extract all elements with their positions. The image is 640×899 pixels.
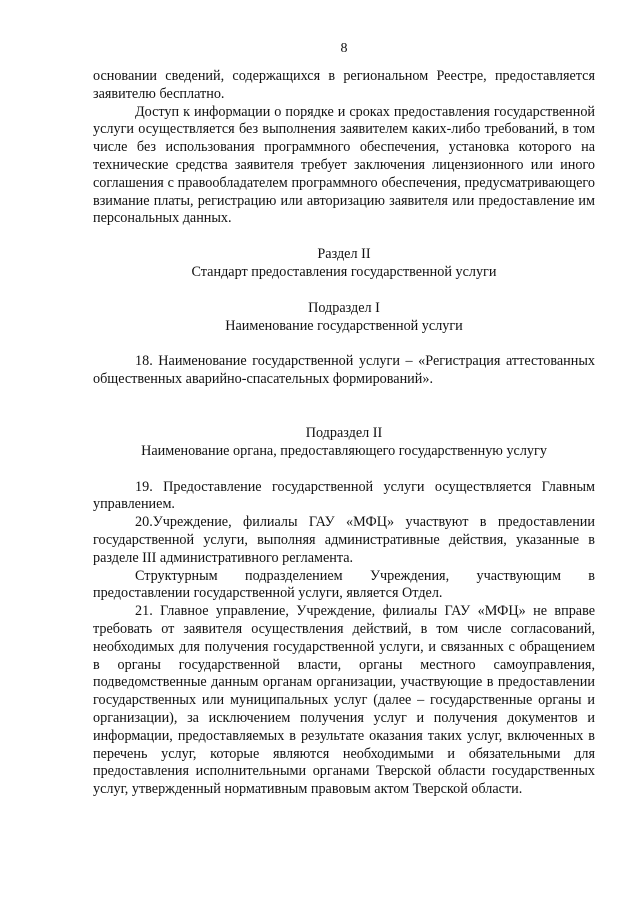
paragraph-21: 21. Главное управление, Учреждение, филиалы ГАУ «МФЦ» не вправе требовать от заявителя осуществления действий, в том числе согласований, необходимых для получения государственной услуги, и связанных с обращением в органы государственной власти, органы местного самоуправления, подведомственные данным органам организации, участвующие в предоставлении государственных или муниципальных услуг (далее – государственные органы и организации), за исключением получения услуг и получения документов и информации, предоставляемых в результате оказания таких услуг, включенных в перечень услуг, которые являются необходимыми и обязательными для предоставления исполнительными органами Тверской области государственных услуг, утвержденный нормативным правовым актом Тверской области. xyxy=(93,603,595,798)
section-label: Раздел II xyxy=(317,246,371,263)
paragraph-continuation: основании сведений, содержащихся в региональном Реестре, предоставляется заявителю бесплатно. xyxy=(93,68,595,102)
subsection1-label: Подраздел I xyxy=(308,299,380,316)
subsection2-label: Подраздел II xyxy=(305,424,383,441)
subsection1-title: Наименование государственной услуги xyxy=(225,317,463,334)
paragraph-access-info: Доступ к информации о порядке и сроках предоставления государственной услуги осуществляется без выполнения заявителем каких-либо требований, в том числе без использования программного обеспечения, установка которого на технические средства заявителя требует заключения лицензионного или иного соглашения с правообладателем программного обеспечения, предусматривающего взимание платы, регистрацию или авторизацию заявителя или предоставление им персональных данных. xyxy=(93,103,595,227)
page-number: 8 xyxy=(340,41,348,56)
subsection2-title: Наименование органа, предоставляющего государственную услугу xyxy=(141,442,547,459)
paragraph-18: 18. Наименование государственной услуги – «Регистрация аттестованных общественных аварийно-спасательных формирований». xyxy=(93,353,595,388)
paragraph-19: 19. Предоставление государственной услуги осуществляется Главным управлением. xyxy=(93,478,595,513)
section-title: Стандарт предоставления государственной услуги xyxy=(191,263,497,280)
paragraph-structural-unit: Структурным подразделением Учреждения, участвующим в предоставлении государственной услуги, является Отдел. xyxy=(93,567,595,602)
paragraph-20: 20.Учреждение, филиалы ГАУ «МФЦ» участвуют в предоставлении государственной услуги, выполняя административные действия, указанные в разделе III административного регламента. xyxy=(93,514,595,566)
